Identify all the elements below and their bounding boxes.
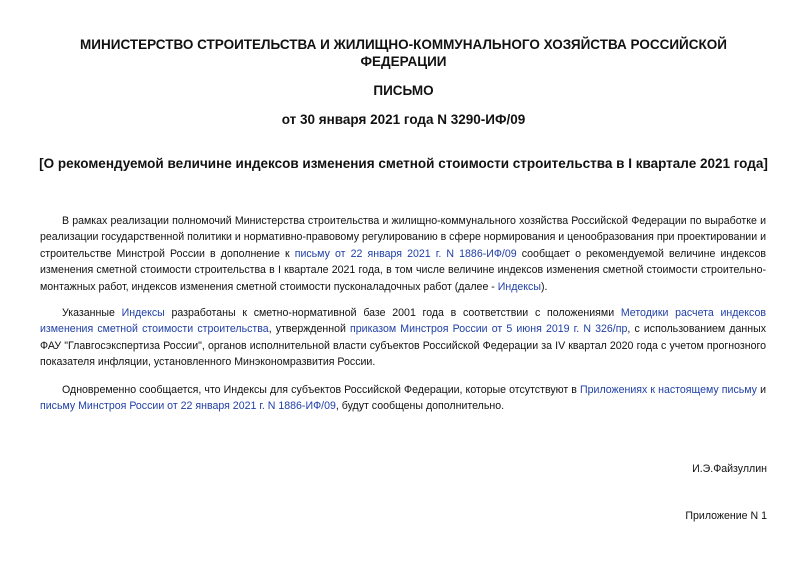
paragraph-1-text-a: В рамках реализации полномочий Министерства строительства и жилищно-коммунального хозяйства Российской Федерации по выработке и реализации государственной политики и нормативно-правовому регулированию в сфере нормирования и ценообразования при проектировании и строительстве Минстрой России в дополнение к — [40, 215, 766, 260]
paragraph-2-text-d: , с использованием данных ФАУ "Главгосэкспертиза России", органов исполнительной власти субъектов Российской Федерации за IV квартал 2020 года с учетом прогнозного показателя инфляции, установленного Минэкономразвития России. — [40, 323, 766, 369]
appendix-label: Приложение N 1 — [685, 510, 767, 522]
link-indexes-2[interactable]: Индексы — [121, 307, 165, 319]
paragraph-2-text-b: разработаны к сметно-нормативной базе 2001 года в соответствии с положениями — [164, 307, 621, 319]
paragraph-3-text-a: Одновременно сообщается, что Индексы для субъектов Российской Федерации, которые отсутствуют в — [62, 384, 581, 396]
link-methodology[interactable]: Методики расчета индексов изменения сметной стоимости строительства — [40, 307, 766, 336]
document-type: ПИСЬМО — [373, 83, 434, 98]
document-subject: [О рекомендуемой величине индексов изменения сметной стоимости строительства в I квартале 2021 года] — [39, 156, 768, 171]
paragraph-3-text-b: и — [756, 384, 766, 396]
document-date: от 30 января 2021 года N 3290-ИФ/09 — [281, 112, 526, 127]
paragraph-2 — [40, 305, 766, 371]
signature: И.Э.Файзуллин — [692, 463, 767, 475]
link-indexes[interactable]: Индексы — [497, 280, 541, 293]
link-appendices[interactable]: Приложениях к настоящему письму — [580, 384, 757, 396]
paragraph-1-text-b: сообщает о рекомендуемой величине индексов изменения сметной стоимости строительства в I квартале 2021 года, в том числе величине индексов изменения сметной стоимости строительно-монтажных работ, индексов изменения сметной стоимости пусконаладочных работ (далее - — [40, 247, 766, 293]
paragraph-3-text-c: , будут сообщены дополнительно. — [335, 400, 505, 413]
paragraph-1 — [40, 213, 766, 295]
ministry-heading: МИНИСТЕРСТВО СТРОИТЕЛЬСТВА И ЖИЛИЩНО-КОММУНАЛЬНОГО ХОЗЯЙСТВА РОССИЙСКОЙ ФЕДЕРАЦИИ — [80, 37, 727, 69]
paragraph-2-text-a: Указанные — [62, 307, 122, 319]
link-letter-1886-2[interactable]: письму Минстроя России от 22 января 2021 г. N 1886-ИФ/09 — [40, 400, 336, 413]
link-letter-1886[interactable]: письму от 22 января 2021 г. N 1886-ИФ/09 — [294, 247, 517, 260]
paragraph-2-text-c: , утвержденной — [268, 323, 351, 336]
paragraph-3 — [40, 382, 766, 415]
paragraph-1-text-c: ). — [540, 280, 548, 293]
link-order-326[interactable]: приказом Минстроя России от 5 июня 2019 г. N 326/пр — [350, 323, 628, 336]
